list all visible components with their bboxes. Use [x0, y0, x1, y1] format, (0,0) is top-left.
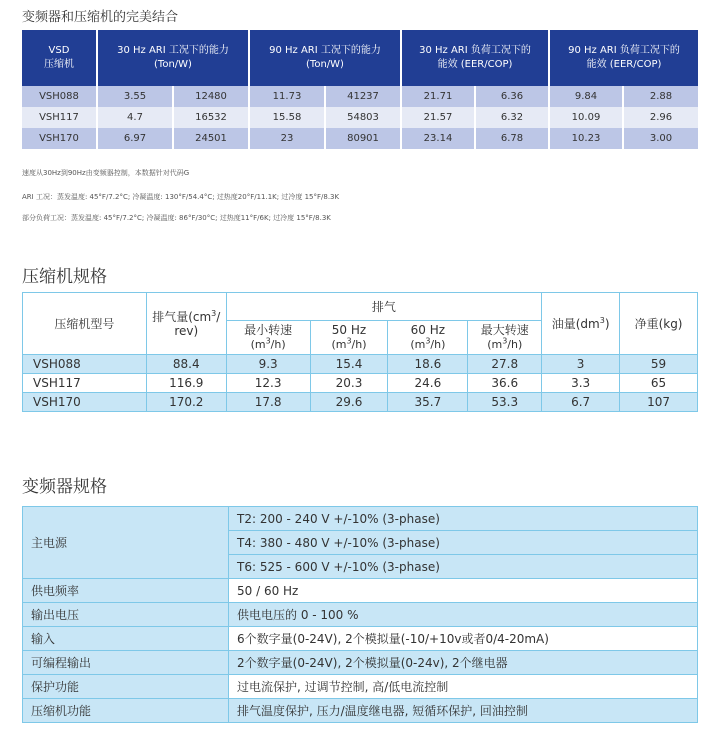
- value-cell: 15.58: [249, 107, 325, 128]
- value-cell: 4.7: [97, 107, 173, 128]
- header-discharge-group: 排气: [226, 293, 542, 321]
- header-60hz: 60 Hz $(m^3/h)$: [388, 321, 468, 355]
- table-row: [23, 374, 698, 393]
- note-speed: 速度从30Hz到90Hz由变频器控制，本数据针对代码G: [22, 169, 190, 177]
- table-row: [23, 579, 698, 603]
- main-power-t2: T2: 200 - 240 V +/-10% (3-phase): [229, 507, 698, 531]
- table-row: [23, 651, 698, 675]
- value-cell: 20.3: [310, 374, 388, 393]
- spec-label: 输入: [23, 627, 229, 651]
- spec-label: 输出电压: [23, 603, 229, 627]
- value-cell: 18.6: [388, 355, 468, 374]
- value-cell: 21.71: [401, 86, 475, 107]
- value-cell: 3.55: [97, 86, 173, 107]
- header-30hz-capacity: 30 Hz ARI 工况下的能力 (Ton/W): [97, 30, 249, 86]
- value-cell: 24501: [173, 128, 249, 149]
- value-cell: 12.3: [226, 374, 310, 393]
- header-displacement: 排气量($cm^3/$ rev): [146, 293, 226, 355]
- value-cell: 9.84: [549, 86, 623, 107]
- header-50hz: 50 Hz $(m^3/h)$: [310, 321, 388, 355]
- value-cell: 3.00: [623, 128, 698, 149]
- header-90hz-capacity: 90 Hz ARI 工况下的能力 (Ton/W): [249, 30, 401, 86]
- model-cell: VSH088: [23, 355, 147, 374]
- section3-title: 变频器规格: [22, 477, 107, 497]
- value-cell: 116.9: [146, 374, 226, 393]
- value-cell: 17.8: [226, 393, 310, 412]
- header-max-speed: 最大转速 $(m^3/h)$: [468, 321, 542, 355]
- compressor-spec-table: [22, 292, 698, 412]
- value-cell: 41237: [325, 86, 401, 107]
- value-cell: 10.23: [549, 128, 623, 149]
- model-cell: VSH170: [23, 393, 147, 412]
- header-oil: 油量$(dm^3)$: [542, 293, 620, 355]
- value-cell: 12480: [173, 86, 249, 107]
- table-row: [23, 393, 698, 412]
- model-cell: VSH117: [23, 374, 147, 393]
- section2-title: 压缩机规格: [22, 267, 107, 287]
- header-model: 压缩机型号: [23, 293, 147, 355]
- value-cell: 23.14: [401, 128, 475, 149]
- value-cell: 6.36: [475, 86, 549, 107]
- header-weight: 净重(kg): [620, 293, 698, 355]
- main-power-t6: T6: 525 - 600 V +/-10% (3-phase): [229, 555, 698, 579]
- value-cell: 15.4: [310, 355, 388, 374]
- value-cell: 10.09: [549, 107, 623, 128]
- spec-label: 可编程输出: [23, 651, 229, 675]
- table-row: [22, 107, 698, 128]
- spec-value: 排气温度保护, 压力/温度继电器, 短循环保护, 回油控制: [229, 699, 698, 723]
- table-row: [23, 355, 698, 374]
- spec-value: 6个数字量(0-24V), 2个模拟量(-10/+10v或者0/4-20mA): [229, 627, 698, 651]
- table-row: [23, 675, 698, 699]
- value-cell: 3.3: [542, 374, 620, 393]
- value-cell: 6.32: [475, 107, 549, 128]
- value-cell: 53.3: [468, 393, 542, 412]
- table-row: [22, 128, 698, 149]
- table-row: [23, 507, 698, 531]
- value-cell: 170.2: [146, 393, 226, 412]
- value-cell: 107: [620, 393, 698, 412]
- value-cell: 80901: [325, 128, 401, 149]
- value-cell: 29.6: [310, 393, 388, 412]
- value-cell: 54803: [325, 107, 401, 128]
- value-cell: 65: [620, 374, 698, 393]
- value-cell: 3: [542, 355, 620, 374]
- spec-value: 2个数字量(0-24V), 2个模拟量(0-24v), 2个继电器: [229, 651, 698, 675]
- value-cell: 16532: [173, 107, 249, 128]
- spec-value: 供电电压的 0 - 100 %: [229, 603, 698, 627]
- vfd-spec-table: [22, 506, 698, 723]
- value-cell: 9.3: [226, 355, 310, 374]
- header-30hz-efficiency: 30 Hz ARI 负荷工况下的 能效 (EER/COP): [401, 30, 549, 86]
- main-power-label: 主电源: [23, 507, 229, 579]
- value-cell: 6.7: [542, 393, 620, 412]
- model-cell: VSH117: [22, 107, 97, 128]
- value-cell: 6.97: [97, 128, 173, 149]
- spec-label: 压缩机功能: [23, 699, 229, 723]
- table-row: [22, 86, 698, 107]
- value-cell: 11.73: [249, 86, 325, 107]
- value-cell: 24.6: [388, 374, 468, 393]
- spec-label: 供电频率: [23, 579, 229, 603]
- spec-value: 50 / 60 Hz: [229, 579, 698, 603]
- note-ari-conditions: ARI 工况：蒸发温度: 45°F/7.2°C; 冷凝温度: 130°F/54.4°C; 过热度20°F/11.1K; 过冷度 15°F/8.3K: [22, 193, 340, 201]
- section1-title: 变频器和压缩机的完美结合: [22, 10, 179, 25]
- header-90hz-efficiency: 90 Hz ARI 负荷工况下的 能效 (EER/COP): [549, 30, 698, 86]
- value-cell: 2.96: [623, 107, 698, 128]
- note-part-load-conditions: 部分负荷工况：蒸发温度: 45°F/7.2°C; 冷凝温度: 86°F/30°C; 过热度11°F/6K; 过冷度 15°F/8.3K: [22, 214, 331, 222]
- model-cell: VSH170: [22, 128, 97, 149]
- value-cell: 88.4: [146, 355, 226, 374]
- value-cell: 36.6: [468, 374, 542, 393]
- value-cell: 6.78: [475, 128, 549, 149]
- value-cell: 27.8: [468, 355, 542, 374]
- model-cell: VSH088: [22, 86, 97, 107]
- spec-label: 保护功能: [23, 675, 229, 699]
- value-cell: 59: [620, 355, 698, 374]
- table-row: [23, 699, 698, 723]
- header-vsd-compressor: VSD 压缩机: [22, 30, 97, 86]
- table-row: [23, 627, 698, 651]
- main-power-t4: T4: 380 - 480 V +/-10% (3-phase): [229, 531, 698, 555]
- vsd-performance-table: [22, 30, 698, 149]
- value-cell: 35.7: [388, 393, 468, 412]
- value-cell: 2.88: [623, 86, 698, 107]
- value-cell: 23: [249, 128, 325, 149]
- spec-value: 过电流保护, 过调节控制, 高/低电流控制: [229, 675, 698, 699]
- value-cell: 21.57: [401, 107, 475, 128]
- header-min-speed: 最小转速 $(m^3/h)$: [226, 321, 310, 355]
- table-row: [23, 603, 698, 627]
